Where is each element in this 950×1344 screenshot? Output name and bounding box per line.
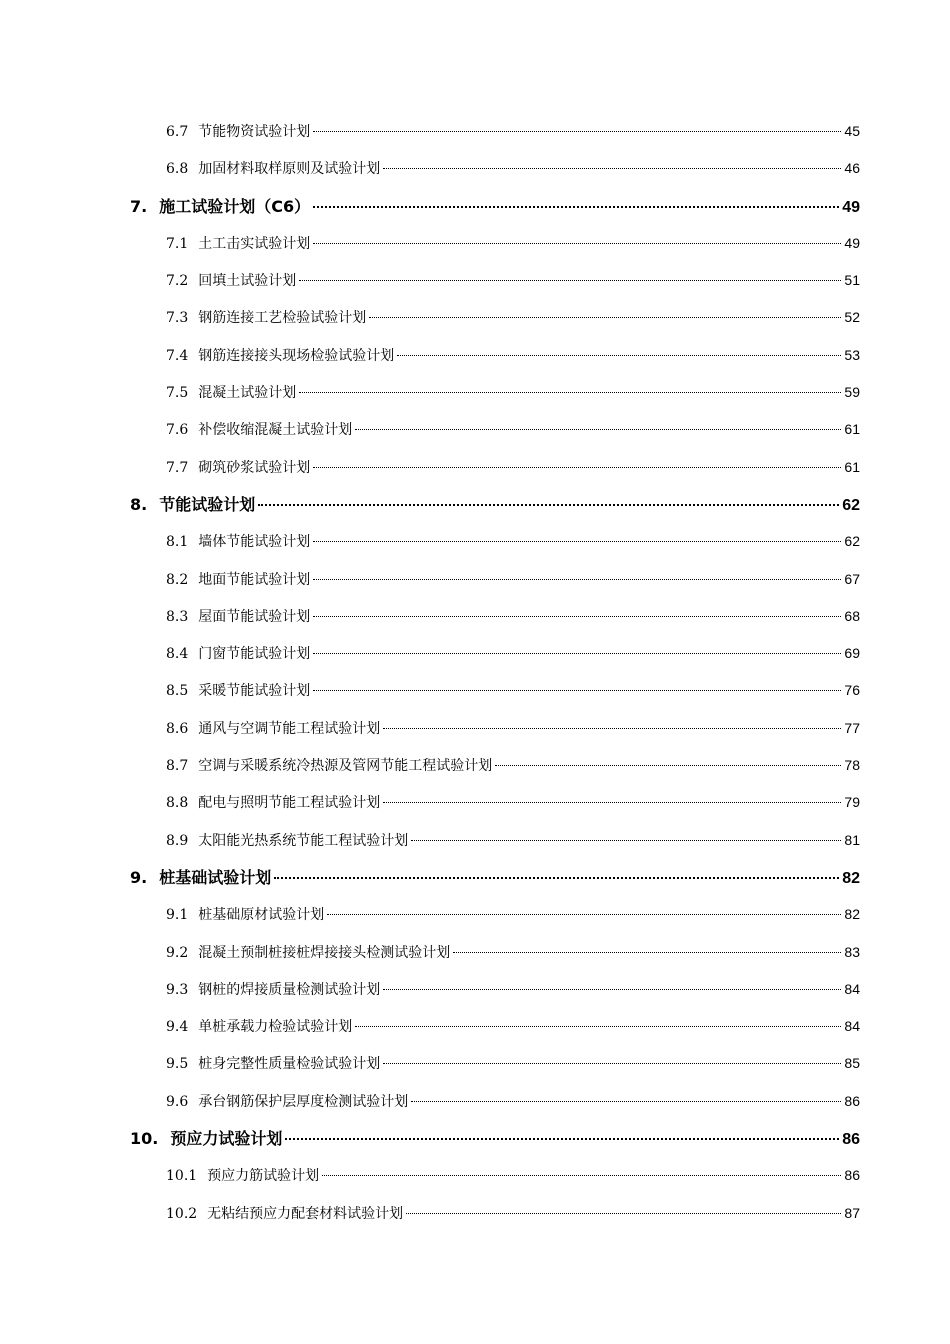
toc-entry-number: 8.7: [166, 758, 189, 775]
toc-entry-page-number: 86: [844, 1167, 860, 1184]
toc-entry-page-number: 67: [844, 570, 860, 587]
dot-leader: [453, 952, 841, 953]
toc-section-entry[interactable]: [130, 784, 860, 821]
toc-entry-page-number: 76: [844, 682, 860, 699]
toc-entry-number: 7.: [130, 196, 148, 216]
toc-entry-page-number: 78: [844, 757, 860, 774]
toc-entry-title: 桩身完整性质量检验试验计划: [198, 1056, 381, 1073]
dot-leader: [313, 206, 839, 208]
toc-entry-page-number: 61: [844, 458, 860, 475]
toc-entry-page-number: 85: [844, 1055, 860, 1072]
toc-entry-number: 8.5: [166, 683, 189, 700]
toc-entry-number: 9.6: [166, 1093, 189, 1110]
dot-leader: [313, 579, 841, 580]
toc-entry-title: 承台钢筋保护层厚度检测试验计划: [198, 1093, 409, 1110]
toc-section-entry[interactable]: [130, 150, 860, 187]
dot-leader: [383, 168, 841, 169]
toc-entry-page-number: 45: [844, 123, 860, 139]
toc-section-entry[interactable]: [130, 1008, 860, 1045]
toc-section-entry[interactable]: [130, 299, 860, 336]
toc-entry-title: 混凝土预制桩接桩焊接接头检测试验计划: [198, 944, 451, 961]
toc-section-entry[interactable]: [130, 971, 860, 1008]
toc-entry-page-number: 83: [844, 943, 860, 960]
toc-chapter-entry[interactable]: [130, 1120, 860, 1157]
toc-entry-number: 7.5: [166, 385, 189, 402]
toc-entry-number: 8.1: [166, 534, 189, 551]
toc-section-entry[interactable]: [130, 1083, 860, 1120]
toc-section-entry[interactable]: [130, 449, 860, 486]
table-of-contents: [130, 113, 860, 1232]
dot-leader: [313, 131, 841, 132]
toc-entry-number: 9.4: [166, 1019, 189, 1036]
toc-entry-title: 桩基础原材试验计划: [198, 907, 325, 924]
dot-leader: [383, 802, 841, 803]
dot-leader: [495, 765, 841, 766]
toc-section-entry[interactable]: [130, 822, 860, 859]
toc-entry-title: 回填土试验计划: [198, 273, 297, 290]
toc-entry-number: 8.2: [166, 571, 189, 588]
dot-leader: [274, 877, 839, 879]
dot-leader: [313, 616, 841, 617]
toc-entry-page-number: 86: [844, 1092, 860, 1109]
toc-entry-page-number: 69: [844, 645, 860, 662]
toc-section-entry[interactable]: [130, 598, 860, 635]
toc-entry-page-number: 68: [844, 607, 860, 624]
toc-entry-number: 7.1: [166, 235, 189, 252]
toc-entry-title: 预应力试验计划: [170, 1129, 283, 1149]
toc-section-entry[interactable]: [130, 561, 860, 598]
toc-entry-page-number: 52: [844, 309, 860, 326]
toc-entry-title: 配电与照明节能工程试验计划: [198, 795, 381, 812]
dot-leader: [406, 1213, 841, 1214]
toc-entry-number: 9.3: [166, 981, 189, 998]
toc-entry-page-number: 61: [844, 421, 860, 438]
toc-entry-page-number: 49: [844, 234, 860, 251]
dot-leader: [313, 243, 841, 244]
toc-entry-number: 10.2: [166, 1205, 198, 1222]
toc-section-entry[interactable]: [130, 896, 860, 933]
toc-section-entry[interactable]: [130, 1045, 860, 1082]
toc-section-entry[interactable]: [130, 747, 860, 784]
dot-leader: [299, 280, 841, 281]
toc-section-entry[interactable]: [130, 635, 860, 672]
toc-entry-title: 混凝土试验计划: [198, 385, 297, 402]
toc-section-entry[interactable]: [130, 262, 860, 299]
dot-leader: [397, 355, 841, 356]
toc-entry-title: 门窗节能试验计划: [198, 646, 311, 663]
toc-entry-number: 7.6: [166, 422, 189, 439]
toc-entry-page-number: 86: [842, 1131, 860, 1149]
toc-entry-title: 补偿收缩混凝土试验计划: [198, 422, 353, 439]
toc-entry-title: 空调与采暖系统冷热源及管网节能工程试验计划: [198, 758, 493, 775]
toc-entry-number: 7.4: [166, 347, 189, 364]
toc-entry-title: 钢桩的焊接质量检测试验计划: [198, 981, 381, 998]
toc-chapter-entry[interactable]: [130, 859, 860, 896]
toc-entry-title: 屋面节能试验计划: [198, 608, 311, 625]
toc-entry-title: 地面节能试验计划: [198, 571, 311, 588]
dot-leader: [322, 1175, 841, 1176]
toc-entry-title: 太阳能光热系统节能工程试验计划: [198, 832, 409, 849]
toc-entry-title: 钢筋连接工艺检验试验计划: [198, 310, 367, 327]
toc-entry-title: 预应力筋试验计划: [207, 1168, 320, 1185]
toc-entry-title: 节能物资试验计划: [198, 124, 311, 140]
dot-leader: [411, 840, 841, 841]
dot-leader: [313, 541, 841, 542]
toc-entry-title: 加固材料取样原则及试验计划: [198, 161, 381, 178]
toc-section-entry[interactable]: [130, 672, 860, 709]
toc-entry-title: 采暖节能试验计划: [198, 683, 311, 700]
dot-leader: [285, 1138, 839, 1140]
toc-entry-page-number: 46: [844, 160, 860, 177]
toc-entry-number: 10.: [130, 1129, 159, 1149]
toc-entry-page-number: 84: [844, 1018, 860, 1035]
dot-leader: [327, 914, 841, 915]
dot-leader: [383, 1063, 841, 1064]
toc-section-entry[interactable]: [130, 337, 860, 374]
toc-section-entry[interactable]: [130, 411, 860, 448]
toc-chapter-entry[interactable]: [130, 188, 860, 225]
toc-section-entry[interactable]: [130, 523, 860, 560]
toc-entry-number: 6.8: [166, 161, 189, 178]
dot-leader: [383, 728, 841, 729]
toc-entry-number: 10.1: [166, 1168, 198, 1185]
toc-entry-number: 8.6: [166, 720, 189, 737]
toc-entry-title: 墙体节能试验计划: [198, 534, 311, 551]
toc-section-entry[interactable]: [130, 225, 860, 262]
toc-entry-number: 8.4: [166, 646, 189, 663]
toc-entry-number: 8.8: [166, 795, 189, 812]
toc-entry-number: 7.2: [166, 273, 189, 290]
toc-section-entry[interactable]: [130, 113, 860, 150]
toc-entry-page-number: 81: [844, 831, 860, 848]
toc-entry-title: 桩基础试验计划: [159, 867, 272, 887]
toc-entry-page-number: 49: [842, 198, 860, 216]
toc-section-entry[interactable]: [130, 1195, 860, 1232]
dot-leader: [258, 504, 839, 506]
dot-leader: [355, 1026, 841, 1027]
toc-entry-page-number: 87: [844, 1204, 860, 1221]
toc-entry-page-number: 62: [844, 533, 860, 550]
toc-section-entry[interactable]: [130, 374, 860, 411]
toc-entry-number: 7.7: [166, 459, 189, 476]
dot-leader: [313, 690, 841, 691]
toc-entry-number: 9.1: [166, 907, 189, 924]
toc-entry-number: 9.: [130, 867, 148, 887]
toc-entry-page-number: 59: [844, 384, 860, 401]
dot-leader: [383, 989, 841, 990]
toc-entry-page-number: 53: [844, 346, 860, 363]
toc-entry-title: 钢筋连接接头现场检验试验计划: [198, 347, 395, 364]
toc-entry-title: 无粘结预应力配套材料试验计划: [207, 1205, 404, 1222]
toc-entry-title: 施工试验计划（C6）: [159, 196, 311, 216]
toc-entry-title: 土工击实试验计划: [198, 235, 311, 252]
toc-entry-page-number: 51: [844, 272, 860, 289]
toc-entry-page-number: 82: [844, 906, 860, 923]
toc-entry-title: 单桩承载力检验试验计划: [198, 1019, 353, 1036]
toc-entry-page-number: 77: [844, 719, 860, 736]
toc-entry-title: 通风与空调节能工程试验计划: [198, 720, 381, 737]
dot-leader: [313, 467, 841, 468]
toc-entry-number: 9.5: [166, 1056, 189, 1073]
toc-entry-number: 7.3: [166, 310, 189, 327]
toc-entry-page-number: 62: [842, 496, 860, 514]
toc-entry-page-number: 79: [844, 794, 860, 811]
dot-leader: [299, 392, 841, 393]
toc-entry-number: 8.3: [166, 608, 189, 625]
toc-section-entry[interactable]: [130, 710, 860, 747]
toc-section-entry[interactable]: [130, 934, 860, 971]
dot-leader: [411, 1101, 841, 1102]
toc-entry-number: 8.9: [166, 832, 189, 849]
dot-leader: [313, 653, 841, 654]
toc-entry-title: 砌筑砂浆试验计划: [198, 459, 311, 476]
toc-section-entry[interactable]: [130, 1157, 860, 1194]
toc-entry-page-number: 82: [842, 869, 860, 887]
toc-entry-number: 6.7: [166, 124, 189, 140]
dot-leader: [355, 429, 841, 430]
toc-chapter-entry[interactable]: [130, 486, 860, 523]
toc-entry-title: 节能试验计划: [159, 494, 256, 514]
toc-entry-page-number: 84: [844, 980, 860, 997]
toc-entry-number: 9.2: [166, 944, 189, 961]
dot-leader: [369, 317, 841, 318]
toc-entry-number: 8.: [130, 494, 148, 514]
